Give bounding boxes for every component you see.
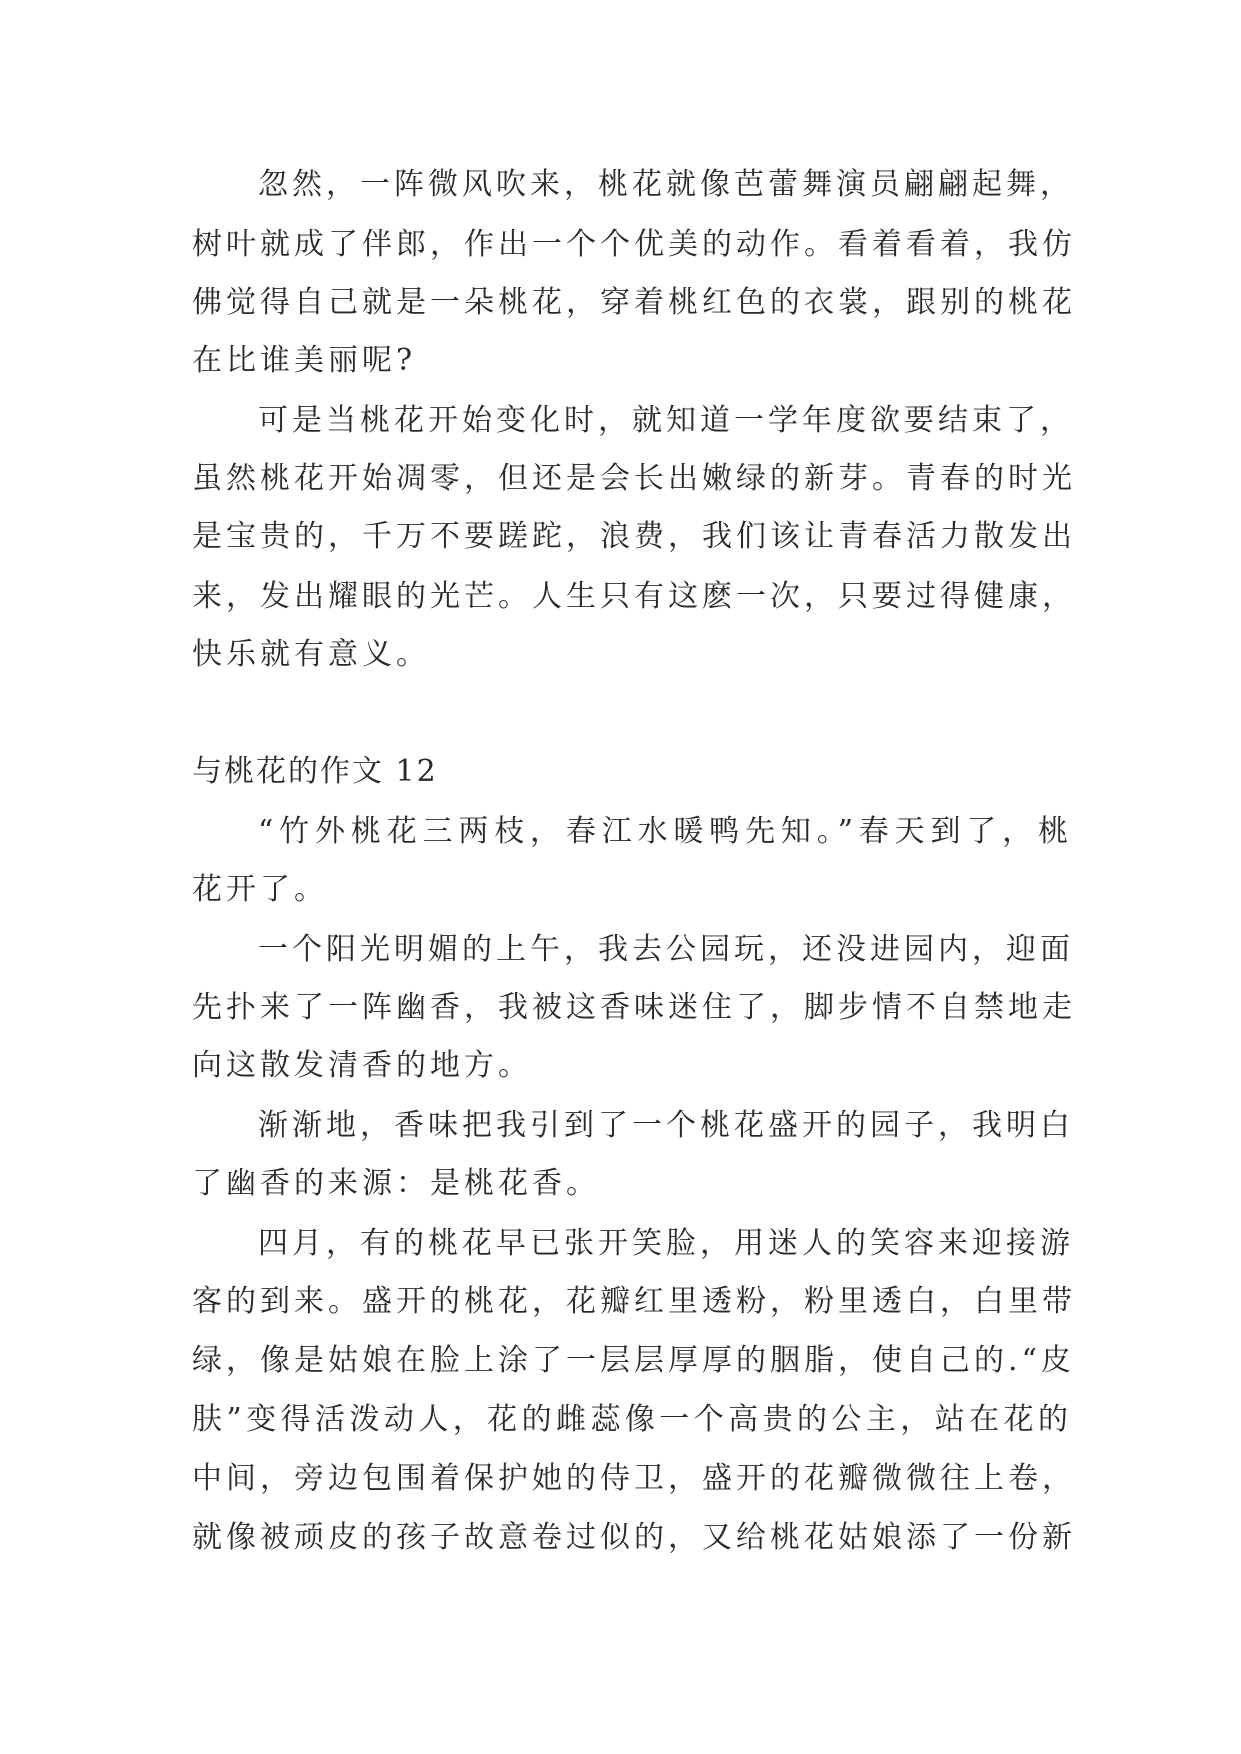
paragraph-line: 花开了。 xyxy=(192,872,328,907)
paragraph-line: 是宝贵的，千万不要蹉跎，浪费，我们该让青春活力散发出 xyxy=(192,519,1076,554)
paragraph-line: 就像被顽皮的孩子故意卷过似的，又给桃花姑娘添了一份新 xyxy=(192,1520,1076,1555)
paragraph-line: 树叶就成了伴郎，作出一个个优美的动作。看着看着，我仿 xyxy=(192,227,1076,262)
paragraph-line: 一个阳光明媚的上午，我去公园玩，还没进园内，迎面 xyxy=(258,932,1074,967)
paragraph-line: 绿，像是姑娘在脸上涂了一层层厚厚的胭脂，使自己的.“皮 xyxy=(192,1343,1075,1378)
paragraph-line: 向这散发清香的地方。 xyxy=(192,1048,532,1083)
paragraph-line: 佛觉得自己就是一朵桃花，穿着桃红色的衣裳，跟别的桃花 xyxy=(192,285,1076,320)
paragraph-line: 客的到来。盛开的桃花，花瓣红里透粉，粉里透白，白里带 xyxy=(192,1284,1076,1319)
paragraph-line: 渐渐地，香味把我引到了一个桃花盛开的园子，我明白 xyxy=(258,1108,1074,1143)
paragraph-line: 来，发出耀眼的光芒。人生只有这麽一次，只要过得健康， xyxy=(192,579,1076,614)
paragraph-line: 在比谁美丽呢? xyxy=(192,343,417,378)
paragraph-line: 了幽香的来源：是桃花香。 xyxy=(192,1166,600,1201)
paragraph-line: 可是当桃花开始变化时，就知道一学年度欲要结束了， xyxy=(258,403,1074,438)
paragraph-line: “竹外桃花三两枝，春江水暖鸭先知。”春天到了，桃 xyxy=(258,814,1072,849)
paragraph-line: 四月，有的桃花早已张开笑脸，用迷人的笑容来迎接游 xyxy=(258,1226,1074,1261)
section-title: 与桃花的作文 12 xyxy=(192,754,438,789)
paragraph-line: 虽然桃花开始凋零，但还是会长出嫩绿的新芽。青春的时光 xyxy=(192,461,1076,496)
paragraph-line: 中间，旁边包围着保护她的侍卫，盛开的花瓣微微往上卷， xyxy=(192,1461,1076,1496)
paragraph-line: 先扑来了一阵幽香，我被这香味迷住了，脚步情不自禁地走 xyxy=(192,990,1076,1025)
paragraph-line: 肤”变得活泼动人，花的雌蕊像一个高贵的公主，站在花的 xyxy=(192,1402,1072,1437)
paragraph-line: 忽然，一阵微风吹来，桃花就像芭蕾舞演员翩翩起舞， xyxy=(258,167,1074,202)
paragraph-line: 快乐就有意义。 xyxy=(192,637,430,672)
